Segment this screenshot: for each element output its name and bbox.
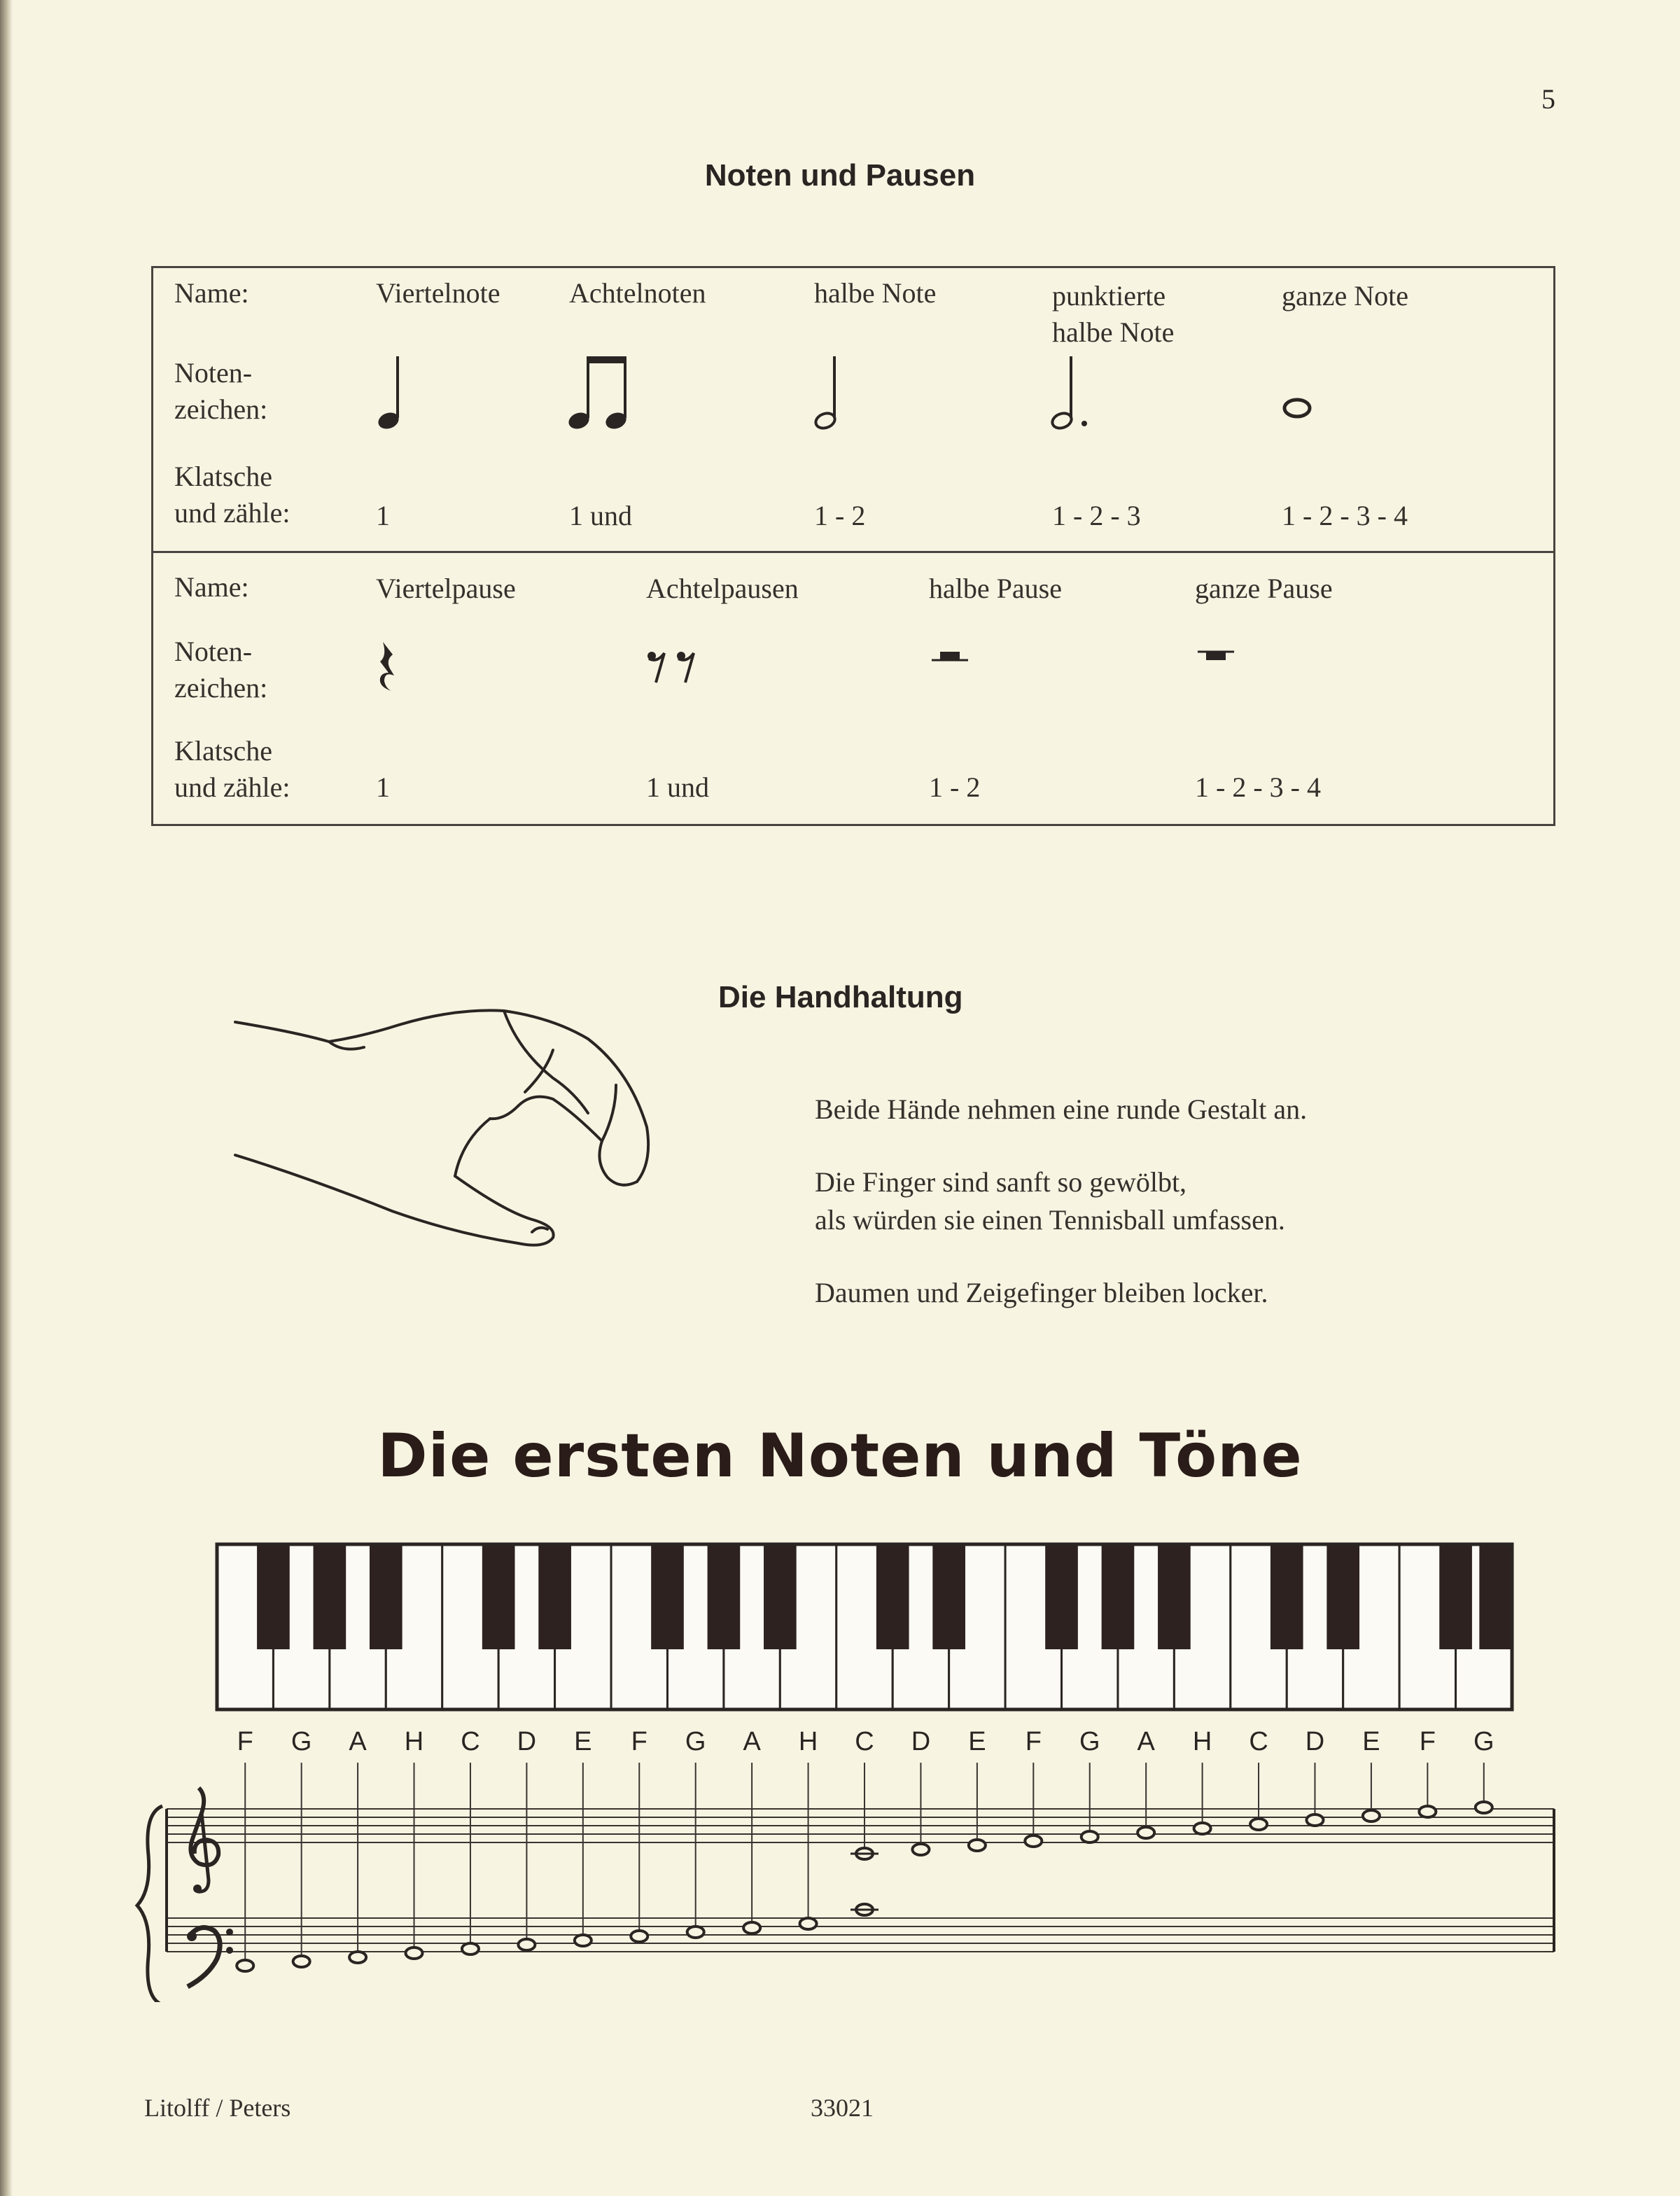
rest-name-quarter: Viertelpause (376, 573, 516, 604)
note-name-label: F (237, 1727, 253, 1756)
staff-note (462, 1943, 479, 1954)
black-key (708, 1544, 741, 1649)
note-name-label: H (798, 1727, 818, 1756)
table-divider (153, 551, 1553, 553)
note-name-label: A (1137, 1727, 1155, 1756)
black-key (314, 1544, 346, 1649)
whole-note-icon (1278, 387, 1320, 429)
staff-note (743, 1922, 760, 1933)
note-name-label: C (1249, 1727, 1268, 1756)
note-name-dotted-half-1: punktierte (1052, 280, 1166, 312)
staff-note (293, 1956, 310, 1967)
note-name-label: C (461, 1727, 480, 1756)
staff-note (1306, 1814, 1323, 1826)
quarter-rest-icon (374, 639, 402, 695)
black-key (1439, 1544, 1472, 1649)
black-key (932, 1544, 965, 1649)
note-name-label: F (1025, 1727, 1042, 1756)
black-key (1270, 1544, 1303, 1649)
page-number: 5 (1541, 83, 1555, 115)
staff-note (687, 1926, 704, 1938)
quarter-note-icon (374, 351, 416, 435)
black-key (482, 1544, 515, 1649)
notes-label-name: Name: (174, 277, 249, 309)
staff-note (349, 1952, 366, 1963)
staff-note (575, 1935, 592, 1946)
notes-rests-table (151, 266, 1555, 826)
black-key (1045, 1544, 1078, 1649)
bass-clef-icon (187, 1928, 233, 1987)
hand-drawing-icon (224, 1001, 658, 1267)
note-name-label: F (631, 1727, 648, 1756)
hand-text-line-4: Daumen und Zeigefinger bleiben locker. (815, 1277, 1268, 1308)
note-count-quarter: 1 (376, 500, 390, 531)
staff-note (631, 1931, 648, 1942)
eighth-rests-icon (643, 646, 706, 688)
rests-label-count-2: und zähle: (174, 771, 290, 803)
black-key (876, 1544, 909, 1649)
rests-label-signs-2: zeichen: (174, 672, 268, 704)
note-count-half: 1 - 2 (814, 500, 866, 531)
staff-note (1363, 1810, 1380, 1821)
black-key (764, 1544, 797, 1649)
rests-label-signs-1: Noten- (174, 636, 253, 667)
rest-name-half: halbe Pause (929, 573, 1062, 604)
black-key (370, 1544, 402, 1649)
dotted-half-note-icon (1048, 351, 1104, 435)
whole-rest-icon (1195, 646, 1237, 667)
black-key (538, 1544, 571, 1649)
hand-section-title: Die Handhaltung (718, 980, 963, 1014)
note-name-whole: ganze Note (1282, 280, 1409, 312)
note-name-label: D (1305, 1727, 1325, 1756)
note-name-half: halbe Note (814, 277, 937, 309)
notes-label-signs-1: Noten- (174, 357, 253, 389)
note-name-eighth: Achtelnoten (569, 277, 706, 309)
notes-section-title: Noten und Pausen (704, 158, 976, 193)
hand-text-line-3: als würden sie einen Tennisball umfassen. (815, 1204, 1285, 1236)
half-note-icon (811, 351, 853, 435)
black-key (257, 1544, 290, 1649)
note-name-label: E (574, 1727, 592, 1756)
footer-publisher: Litolff / Peters (144, 2094, 291, 2122)
hand-text-line-2: Die Finger sind sanft so gewölbt, (815, 1166, 1187, 1198)
black-key (1158, 1544, 1191, 1649)
notes-label-count-2: und zähle: (174, 497, 290, 529)
staff-note (1194, 1823, 1211, 1834)
note-name-label: G (290, 1727, 312, 1756)
grand-staff (0, 1722, 1680, 2002)
rest-count-half: 1 - 2 (929, 771, 981, 803)
staff-note (800, 1918, 817, 1929)
note-count-eighth: 1 und (569, 500, 632, 531)
keyboard-section-title: Die ersten Noten und Töne (377, 1421, 1303, 1491)
note-count-dotted-half: 1 - 2 - 3 (1052, 500, 1141, 531)
rests-label-name: Name: (174, 571, 249, 603)
rest-name-whole: ganze Pause (1195, 573, 1333, 604)
footer-catalog-number: 33021 (811, 2094, 874, 2122)
piano-keyboard (0, 1533, 1680, 1722)
notes-label-signs-2: zeichen: (174, 393, 268, 425)
note-name-label: G (1474, 1727, 1494, 1756)
note-name-label: G (685, 1727, 706, 1756)
note-name-label: E (968, 1727, 986, 1756)
black-key (1479, 1544, 1512, 1649)
staff-note (518, 1939, 535, 1950)
rest-count-whole: 1 - 2 - 3 - 4 (1195, 771, 1321, 803)
hand-text-line-1: Beide Hände nehmen eine runde Gestalt an. (815, 1093, 1308, 1125)
treble-clef-icon (190, 1788, 218, 1893)
black-key (651, 1544, 684, 1649)
note-name-label: A (349, 1727, 367, 1756)
staff-note (1419, 1806, 1436, 1817)
note-name-quarter: Viertelnote (376, 277, 500, 309)
note-name-label: D (911, 1727, 931, 1756)
note-name-label: D (517, 1727, 537, 1756)
notes-label-count-1: Klatsche (174, 461, 272, 492)
staff-note (969, 1840, 986, 1851)
note-name-label: F (1419, 1727, 1436, 1756)
note-name-label: A (743, 1727, 761, 1756)
note-name-label: H (404, 1727, 424, 1756)
staff-note (1025, 1835, 1042, 1847)
rest-count-quarter: 1 (376, 771, 390, 803)
staff-note (1250, 1819, 1267, 1830)
black-key (1102, 1544, 1135, 1649)
black-key (1326, 1544, 1359, 1649)
note-name-label: C (855, 1727, 874, 1756)
note-name-label: G (1079, 1727, 1100, 1756)
eighth-notes-icon (565, 351, 642, 435)
staff-note (237, 1960, 253, 1971)
note-count-whole: 1 - 2 - 3 - 4 (1282, 500, 1408, 531)
half-rest-icon (929, 646, 971, 667)
note-name-label: E (1362, 1727, 1380, 1756)
staff-note (1138, 1827, 1154, 1838)
note-name-label: H (1192, 1727, 1212, 1756)
staff-note (406, 1947, 423, 1959)
staff-note (912, 1844, 929, 1855)
rest-name-eighth: Achtelpausen (646, 573, 799, 604)
rests-label-count-1: Klatsche (174, 735, 272, 767)
note-name-dotted-half-2: halbe Note (1052, 316, 1175, 348)
rest-count-eighth: 1 und (646, 771, 709, 803)
brace-icon (137, 1806, 162, 2002)
staff-note (1476, 1802, 1492, 1813)
staff-note (1082, 1831, 1098, 1842)
